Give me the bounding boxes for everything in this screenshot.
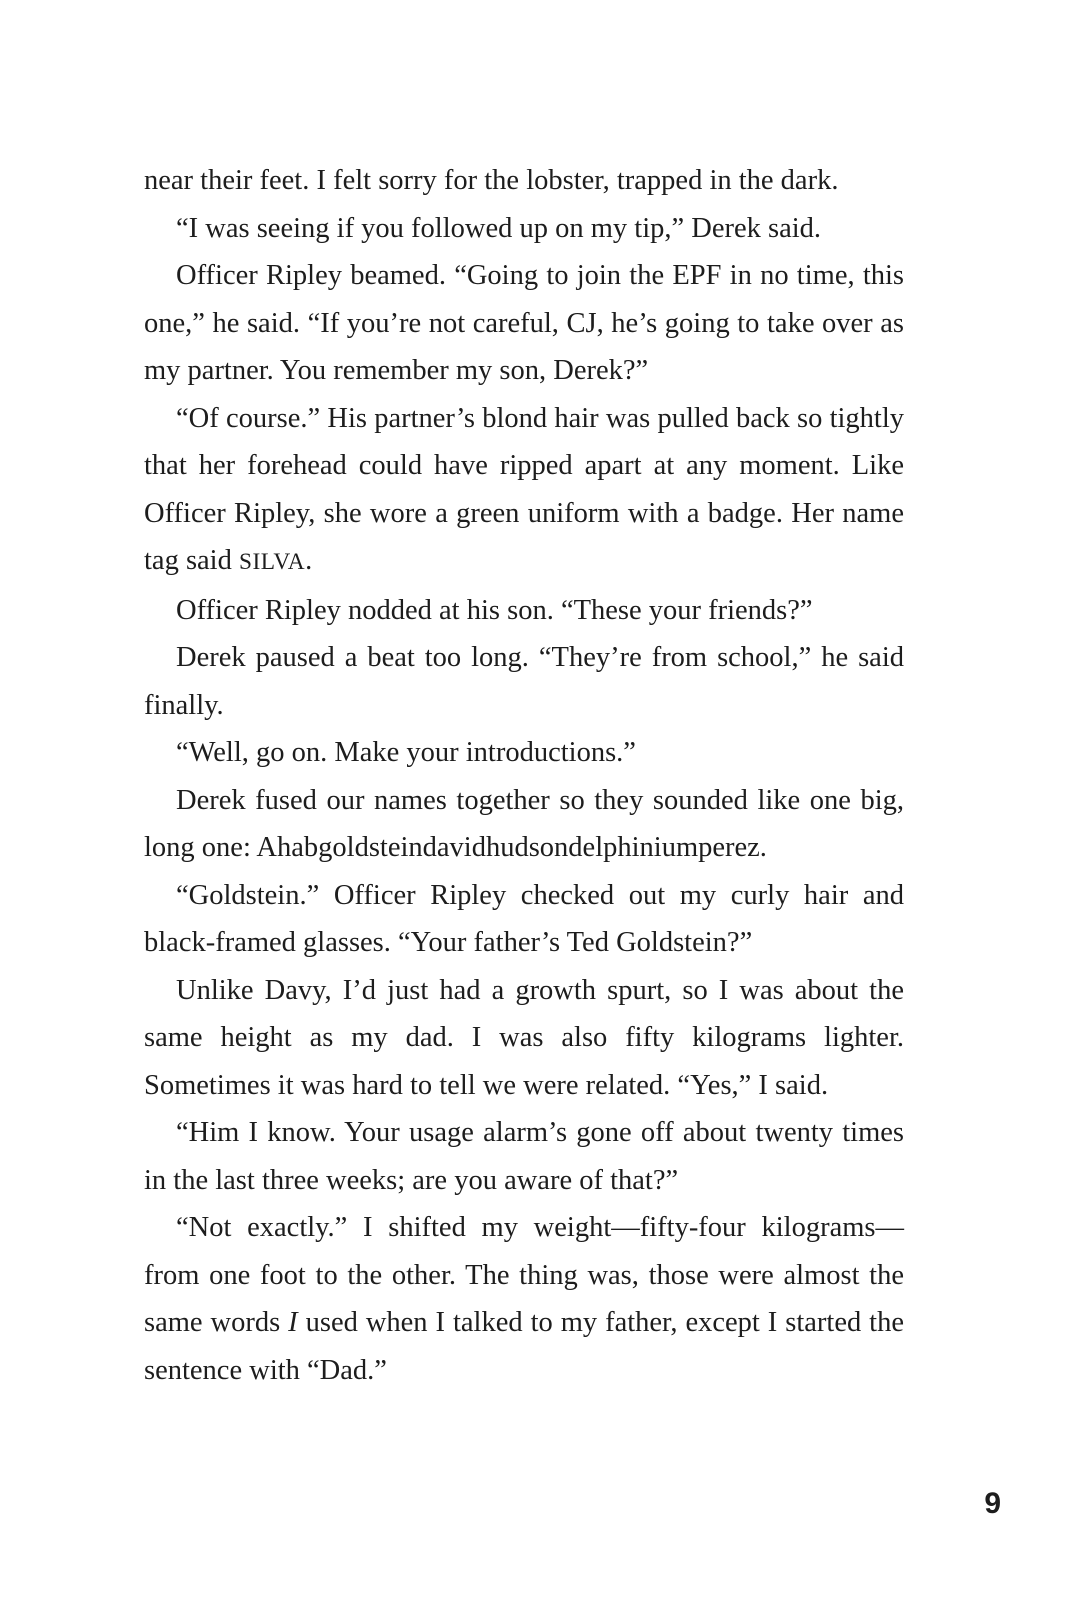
- small-caps-text: SILVA: [238, 549, 306, 575]
- paragraph: [144, 1109, 904, 1204]
- text-segment: “Him I know. Your usage alarm’s gone off about twenty times in the last three weeks; are you aware of that?”: [144, 1117, 904, 1196]
- text-segment: Officer Ripley beamed. “Going to join the EPF in no time, this one,” he said. “If you’re not careful, CJ, he’s going to take over as my partner. You remember my son, Derek?”: [144, 260, 904, 386]
- page-number: 9: [984, 1487, 1001, 1520]
- paragraph: [144, 634, 904, 729]
- text-segment: Derek fused our names together so they sounded like one big, long one: Ahabgoldsteindavidhudsondelphiniumperez.: [144, 784, 904, 863]
- text-segment: Derek paused a beat too long. “They’re from school,” he said finally.: [144, 642, 904, 721]
- page-body: [144, 157, 904, 1394]
- paragraph: [144, 729, 904, 777]
- text-segment: Officer Ripley nodded at his son. “These your friends?”: [176, 594, 813, 626]
- text-segment: “Of course.” His partner’s blond hair was pulled back so tightly that her forehead could have ripped apart at any moment. Like Officer Ripley, she wore a green uniform with a badge. Her name tag said: [144, 402, 904, 576]
- paragraph: [144, 395, 904, 587]
- text-segment: .: [305, 545, 313, 576]
- paragraph: [144, 872, 904, 967]
- italic-text: I: [288, 1307, 298, 1338]
- text-segment: “Goldstein.” Officer Ripley checked out my curly hair and black-framed glasses. “Your father’s Ted Goldstein?”: [144, 879, 904, 958]
- paragraph: [144, 1204, 904, 1394]
- paragraph: [144, 777, 904, 872]
- text-segment: near their feet. I felt sorry for the lobster, trapped in the dark.: [144, 165, 839, 196]
- paragraph: [144, 587, 904, 635]
- paragraph: [144, 157, 904, 205]
- text-segment: used when I talked to my father, except I started the sentence with “Dad.”: [144, 1307, 904, 1386]
- text-segment: “Well, go on. Make your introductions.”: [176, 737, 636, 768]
- text-segment: Unlike Davy, I’d just had a growth spurt, so I was about the same height as my dad. I was also fifty kilograms lighter. Sometimes it was hard to tell we were related. “Yes,” I said.: [144, 974, 904, 1101]
- paragraph: [144, 967, 904, 1110]
- paragraph: [144, 252, 904, 395]
- paragraph: [144, 205, 904, 253]
- text-segment: “I was seeing if you followed up on my tip,” Derek said.: [176, 212, 822, 244]
- text-segment: “Not exactly.” I shifted my weight—fifty-four kilograms—from one foot to the other. The thing was, those were almost the same words: [144, 1212, 904, 1338]
